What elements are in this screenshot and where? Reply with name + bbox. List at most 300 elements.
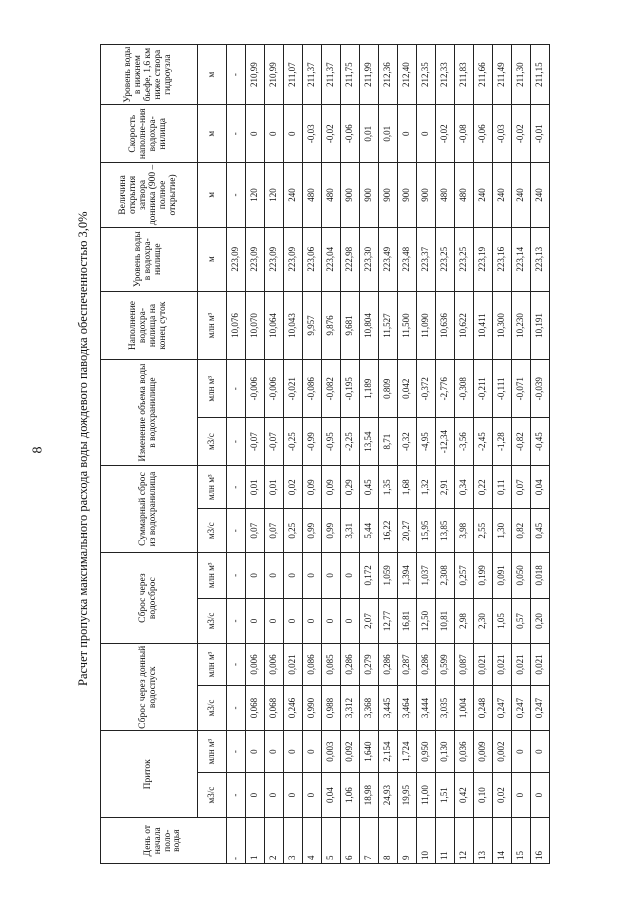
table-cell: 0,009 [474, 731, 493, 772]
table-cell: 3,035 [436, 685, 455, 731]
table-cell: 0 [265, 105, 284, 163]
table-cell: 24,93 [379, 772, 398, 818]
table-cell: 1,059 [379, 553, 398, 599]
table-cell: 212,36 [379, 45, 398, 105]
table-cell: 0,021 [284, 644, 303, 685]
table-cell-day: 3 [284, 818, 303, 864]
table-row [265, 45, 284, 864]
table-row [531, 45, 550, 864]
table-cell: 1,05 [493, 598, 512, 644]
header-spillway: Сброс через водосброс [101, 553, 198, 644]
table-cell: 10,070 [246, 291, 265, 359]
table-cell: 0,950 [417, 731, 436, 772]
table-cell: 0 [246, 553, 265, 599]
table-row [360, 45, 379, 864]
table-cell: 0,092 [341, 731, 360, 772]
table-cell-day: 10 [417, 818, 436, 864]
table-cell: 0 [341, 598, 360, 644]
table-cell: 223,25 [455, 227, 474, 291]
table-cell: 0 [265, 553, 284, 599]
table-cell: - [227, 465, 246, 509]
header-bottom-outlet: Сброс через донный водоспуск [101, 644, 198, 731]
table-cell: 0,20 [531, 598, 550, 644]
table-cell: 10,230 [512, 291, 531, 359]
table-cell-day: - [227, 818, 246, 864]
table-cell: 0,01 [265, 465, 284, 509]
table-cell: - [227, 418, 246, 466]
table-row [474, 45, 493, 864]
table-cell: 1,724 [398, 731, 417, 772]
table-cell: 0,002 [493, 731, 512, 772]
unit-spillway-flow: м3/с [198, 598, 227, 644]
table-cell: 0,286 [379, 644, 398, 685]
table-cell: 1,35 [379, 465, 398, 509]
table-cell: -0,006 [246, 360, 265, 418]
header-filling: Наполнение водохра-нилища на конец суток [101, 291, 198, 359]
table-cell: 0,050 [512, 553, 531, 599]
unit-downstream: м [198, 45, 227, 105]
table-cell: 0 [417, 105, 436, 163]
table-cell: - [227, 509, 246, 553]
table-cell: -0,03 [493, 105, 512, 163]
table-cell: 3,98 [455, 509, 474, 553]
table-cell: 0,04 [531, 465, 550, 509]
table-row [341, 45, 360, 864]
unit-outlet-flow: м3/с [198, 685, 227, 731]
table-cell: 1,30 [493, 509, 512, 553]
table-cell: 0,01 [379, 105, 398, 163]
table-cell: 10,300 [493, 291, 512, 359]
table-cell: 11,090 [417, 291, 436, 359]
table-cell: -0,006 [265, 360, 284, 418]
table-cell: 10,076 [227, 291, 246, 359]
table-cell: 212,40 [398, 45, 417, 105]
table-cell: 0,021 [531, 644, 550, 685]
table-cell: 223,09 [265, 227, 284, 291]
table-cell: -2,776 [436, 360, 455, 418]
table-cell: -0,02 [512, 105, 531, 163]
table-row [379, 45, 398, 864]
table-cell: 240 [531, 163, 550, 227]
table-cell: 0 [531, 731, 550, 772]
table-cell: 0,246 [284, 685, 303, 731]
table-cell: 0 [303, 553, 322, 599]
table-cell: 0,45 [360, 465, 379, 509]
table-cell: 223,09 [284, 227, 303, 291]
table-cell-day: 7 [360, 818, 379, 864]
table-cell: -0,111 [493, 360, 512, 418]
table-cell: 223,25 [436, 227, 455, 291]
table-cell: 16,22 [379, 509, 398, 553]
table-cell: 10,81 [436, 598, 455, 644]
table-cell: 1,004 [455, 685, 474, 731]
table-cell: 2,55 [474, 509, 493, 553]
table-cell: 3,464 [398, 685, 417, 731]
table-cell: 0,130 [436, 731, 455, 772]
table-cell: 0,036 [455, 731, 474, 772]
table-cell: 1,189 [360, 360, 379, 418]
table-cell: - [227, 644, 246, 685]
table-cell: 10,191 [531, 291, 550, 359]
table-cell: 0 [246, 105, 265, 163]
table-cell: - [227, 685, 246, 731]
table-cell: -0,02 [322, 105, 341, 163]
table-cell: 211,07 [284, 45, 303, 105]
table-cell: - [227, 553, 246, 599]
table-cell: -0,03 [303, 105, 322, 163]
table-cell: 0,10 [474, 772, 493, 818]
table-cell: 2,91 [436, 465, 455, 509]
table-cell: 3,312 [341, 685, 360, 731]
table-cell: -0,01 [531, 105, 550, 163]
table-cell: 3,444 [417, 685, 436, 731]
table-cell: -0,08 [455, 105, 474, 163]
table-cell: 0,02 [284, 465, 303, 509]
header-downstream-level: Уровень воды в нижнем бьефе, 1,6 км ниже створа гидроузла [101, 45, 198, 105]
table-cell: 0,22 [474, 465, 493, 509]
table-cell: 0,247 [531, 685, 550, 731]
table-title: Расчет пропуска максимального расхода воды дождевого паводка обеспеченностью 3,0% [76, 211, 90, 686]
table-cell: 0,086 [303, 644, 322, 685]
table-cell: - [227, 163, 246, 227]
table-cell: 2,154 [379, 731, 398, 772]
table-cell: 0,287 [398, 644, 417, 685]
table-cell-day: 6 [341, 818, 360, 864]
table-cell: - [227, 105, 246, 163]
table-cell: 0 [303, 731, 322, 772]
table-cell: 0,57 [512, 598, 531, 644]
table-cell: 0,247 [493, 685, 512, 731]
table-cell: 900 [379, 163, 398, 227]
table-cell: 0,82 [512, 509, 531, 553]
table-cell: 0,068 [246, 685, 265, 731]
table-cell: 0 [284, 105, 303, 163]
table-cell: -0,039 [531, 360, 550, 418]
table-cell: 210,99 [246, 45, 265, 105]
table-cell: 0,599 [436, 644, 455, 685]
unit-change-volume: млн м³ [198, 360, 227, 418]
table-cell: 5,44 [360, 509, 379, 553]
table-cell: -0,372 [417, 360, 436, 418]
table-cell: 0,286 [341, 644, 360, 685]
table-cell: 0 [246, 731, 265, 772]
table-cell: -12,34 [436, 418, 455, 466]
table-cell-day: 12 [455, 818, 474, 864]
table-cell: 0,085 [322, 644, 341, 685]
table-cell: 1,06 [341, 772, 360, 818]
table-cell: 240 [284, 163, 303, 227]
table-cell: 3,31 [341, 509, 360, 553]
table-cell: 0,99 [303, 509, 322, 553]
table-cell: - [227, 45, 246, 105]
table-cell: - [227, 360, 246, 418]
table-cell: 222,98 [341, 227, 360, 291]
table-cell: 0,09 [303, 465, 322, 509]
table-cell: 211,66 [474, 45, 493, 105]
table-cell: 11,500 [398, 291, 417, 359]
table-cell: 0 [246, 772, 265, 818]
table-row [246, 45, 265, 864]
table-cell: 223,04 [322, 227, 341, 291]
table-cell: 0,988 [322, 685, 341, 731]
table-cell-day: 1 [246, 818, 265, 864]
table-cell: 210,99 [265, 45, 284, 105]
table-cell: -0,02 [436, 105, 455, 163]
unit-total-volume: млн м³ [198, 465, 227, 509]
unit-filling: млн м³ [198, 291, 227, 359]
table-cell: 900 [417, 163, 436, 227]
table-cell: 0 [265, 772, 284, 818]
header-day: День от начала поло-водья [101, 818, 227, 864]
header-volume-change: Изменение объема воды в водохранилище [101, 360, 198, 466]
table-cell: 1,640 [360, 731, 379, 772]
header-total-discharge: Суммарный сброс из водохранилища [101, 465, 198, 552]
table-cell: 10,043 [284, 291, 303, 359]
table-cell: 20,27 [398, 509, 417, 553]
table-cell: 120 [246, 163, 265, 227]
table-cell: 240 [474, 163, 493, 227]
table-cell: 0 [322, 598, 341, 644]
header-gate-opening: Величина открытия затвора донника (900 – полное открытие) [101, 163, 198, 227]
table-cell: 0 [265, 598, 284, 644]
table-cell: 480 [436, 163, 455, 227]
table-cell: 1,394 [398, 553, 417, 599]
table-cell: 10,804 [360, 291, 379, 359]
table-cell: 0,068 [265, 685, 284, 731]
table-cell: 1,037 [417, 553, 436, 599]
table-cell: 16,81 [398, 598, 417, 644]
table-cell: 0,34 [455, 465, 474, 509]
table-cell: - [227, 598, 246, 644]
table-cell: 211,15 [531, 45, 550, 105]
table-cell: 8,71 [379, 418, 398, 466]
table-cell: -0,06 [341, 105, 360, 163]
table-cell: 0 [512, 772, 531, 818]
table-cell: -0,95 [322, 418, 341, 466]
table-cell: 240 [512, 163, 531, 227]
table-cell-day: 15 [512, 818, 531, 864]
table-cell: 2,308 [436, 553, 455, 599]
table-cell: 0 [284, 553, 303, 599]
table-cell: 223,19 [474, 227, 493, 291]
table-cell: 0 [303, 772, 322, 818]
table-cell: 9,681 [341, 291, 360, 359]
table-cell: 12,77 [379, 598, 398, 644]
discharge-table [100, 44, 550, 864]
table-cell: 0 [303, 598, 322, 644]
table-cell: 0,021 [493, 644, 512, 685]
table-cell: 0,042 [398, 360, 417, 418]
table-cell: 0 [265, 731, 284, 772]
unit-change-flow: м3/с [198, 418, 227, 466]
table-cell: 10,064 [265, 291, 284, 359]
table-cell-day: 16 [531, 818, 550, 864]
table-cell: 0,018 [531, 553, 550, 599]
table-cell: 0 [341, 553, 360, 599]
table-cell: 223,13 [531, 227, 550, 291]
table-cell: 0,006 [265, 644, 284, 685]
table-cell: 9,957 [303, 291, 322, 359]
table-cell: -0,021 [284, 360, 303, 418]
table-cell: 11,00 [417, 772, 436, 818]
table-cell: 0,01 [360, 105, 379, 163]
table-cell: 0,09 [322, 465, 341, 509]
table-cell: 223,14 [512, 227, 531, 291]
table-cell-day: 5 [322, 818, 341, 864]
table-row [227, 45, 246, 864]
table-cell: 3,445 [379, 685, 398, 731]
table-cell: 2,07 [360, 598, 379, 644]
table-row [436, 45, 455, 864]
table-cell: 3,368 [360, 685, 379, 731]
table-cell-day: 14 [493, 818, 512, 864]
table-cell: -0,086 [303, 360, 322, 418]
unit-level: м [198, 227, 227, 291]
table-cell: 0,07 [246, 509, 265, 553]
table-cell: 0,42 [455, 772, 474, 818]
table-cell-day: 9 [398, 818, 417, 864]
header-fill-rate: Скорость наполне-ния водохра-нилища [101, 105, 198, 163]
table-cell: 0,99 [322, 509, 341, 553]
table-cell: 900 [341, 163, 360, 227]
unit-spillway-volume: млн м³ [198, 553, 227, 599]
table-cell: -0,308 [455, 360, 474, 418]
table-cell: 0,021 [474, 644, 493, 685]
table-cell: 212,33 [436, 45, 455, 105]
table-cell: 480 [455, 163, 474, 227]
table-cell: 0,45 [531, 509, 550, 553]
table-cell: 0,199 [474, 553, 493, 599]
table-cell: -0,07 [246, 418, 265, 466]
table-cell: 10,411 [474, 291, 493, 359]
table-cell: 0,25 [284, 509, 303, 553]
table-cell: 0,257 [455, 553, 474, 599]
table-cell: 2,98 [455, 598, 474, 644]
table-cell: 2,30 [474, 598, 493, 644]
table-cell: -0,07 [265, 418, 284, 466]
table-cell: 211,37 [303, 45, 322, 105]
table-cell: -1,28 [493, 418, 512, 466]
table-cell: -0,45 [531, 418, 550, 466]
table-cell: 0,248 [474, 685, 493, 731]
table-cell-day: 2 [265, 818, 284, 864]
table-cell: 212,35 [417, 45, 436, 105]
table-cell: 11,527 [379, 291, 398, 359]
unit-outlet-volume: млн м³ [198, 644, 227, 685]
table-cell: 1,32 [417, 465, 436, 509]
table-cell: 1,51 [436, 772, 455, 818]
table-cell: -0,25 [284, 418, 303, 466]
table-cell: 480 [322, 163, 341, 227]
table-cell: 223,49 [379, 227, 398, 291]
table-row [284, 45, 303, 864]
table-cell: 0,087 [455, 644, 474, 685]
table-cell: -0,32 [398, 418, 417, 466]
table-cell: 0,021 [512, 644, 531, 685]
table-cell: 10,622 [455, 291, 474, 359]
table-cell: 0 [284, 731, 303, 772]
table-row [455, 45, 474, 864]
table-cell: 900 [360, 163, 379, 227]
table-cell: - [227, 772, 246, 818]
table-cell: 0,02 [493, 772, 512, 818]
table-cell: 9,876 [322, 291, 341, 359]
table-cell: 12,50 [417, 598, 436, 644]
table-cell: 0,003 [322, 731, 341, 772]
table-cell: 15,95 [417, 509, 436, 553]
unit-gate: м [198, 163, 227, 227]
table-cell: 480 [303, 163, 322, 227]
table-cell: 211,75 [341, 45, 360, 105]
table-cell: 240 [493, 163, 512, 227]
table-cell: 223,16 [493, 227, 512, 291]
header-inflow: Приток [101, 731, 198, 818]
table-row [493, 45, 512, 864]
table-cell: -0,82 [512, 418, 531, 466]
table-cell: -0,195 [341, 360, 360, 418]
page-number: 8 [30, 446, 46, 454]
table-cell: 0,04 [322, 772, 341, 818]
table-cell: 13,85 [436, 509, 455, 553]
table-cell: -0,06 [474, 105, 493, 163]
table-cell: 0,279 [360, 644, 379, 685]
unit-inflow-flow: м3/с [198, 772, 227, 818]
table-row [398, 45, 417, 864]
unit-inflow-volume: млн м³ [198, 731, 227, 772]
unit-rate: м [198, 105, 227, 163]
table-cell: 10,636 [436, 291, 455, 359]
table-cell-day: 11 [436, 818, 455, 864]
table-cell: 0,11 [493, 465, 512, 509]
table-cell: 211,83 [455, 45, 474, 105]
table-cell: 223,09 [227, 227, 246, 291]
table-cell: 0,01 [246, 465, 265, 509]
table-cell: -0,071 [512, 360, 531, 418]
table-cell: 13,54 [360, 418, 379, 466]
table-cell-day: 8 [379, 818, 398, 864]
table-cell: 211,99 [360, 45, 379, 105]
table-cell: 900 [398, 163, 417, 227]
table-cell: 211,37 [322, 45, 341, 105]
table-cell: 18,98 [360, 772, 379, 818]
table-cell-day: 4 [303, 818, 322, 864]
table-cell: 0,809 [379, 360, 398, 418]
table-cell: 0,07 [265, 509, 284, 553]
table-cell: 0,091 [493, 553, 512, 599]
table-cell: 0,07 [512, 465, 531, 509]
table-row [417, 45, 436, 864]
table-cell: 0 [398, 105, 417, 163]
table-body [227, 45, 550, 864]
table-cell: 223,37 [417, 227, 436, 291]
table-cell: -3,56 [455, 418, 474, 466]
table-cell: 0 [246, 598, 265, 644]
table-cell: 0,247 [512, 685, 531, 731]
table-cell: -2,45 [474, 418, 493, 466]
table-cell: -0,082 [322, 360, 341, 418]
table-cell: 0 [322, 553, 341, 599]
table-cell: 120 [265, 163, 284, 227]
table-cell: - [227, 731, 246, 772]
table-cell: 0,286 [417, 644, 436, 685]
table-cell: -2,25 [341, 418, 360, 466]
table-cell: 223,30 [360, 227, 379, 291]
table-cell: 0,990 [303, 685, 322, 731]
header-reservoir-level: Уровень воды в водохра-нилище [101, 227, 198, 291]
table-cell: 0 [512, 731, 531, 772]
unit-total-flow: м3/с [198, 509, 227, 553]
table-row [512, 45, 531, 864]
